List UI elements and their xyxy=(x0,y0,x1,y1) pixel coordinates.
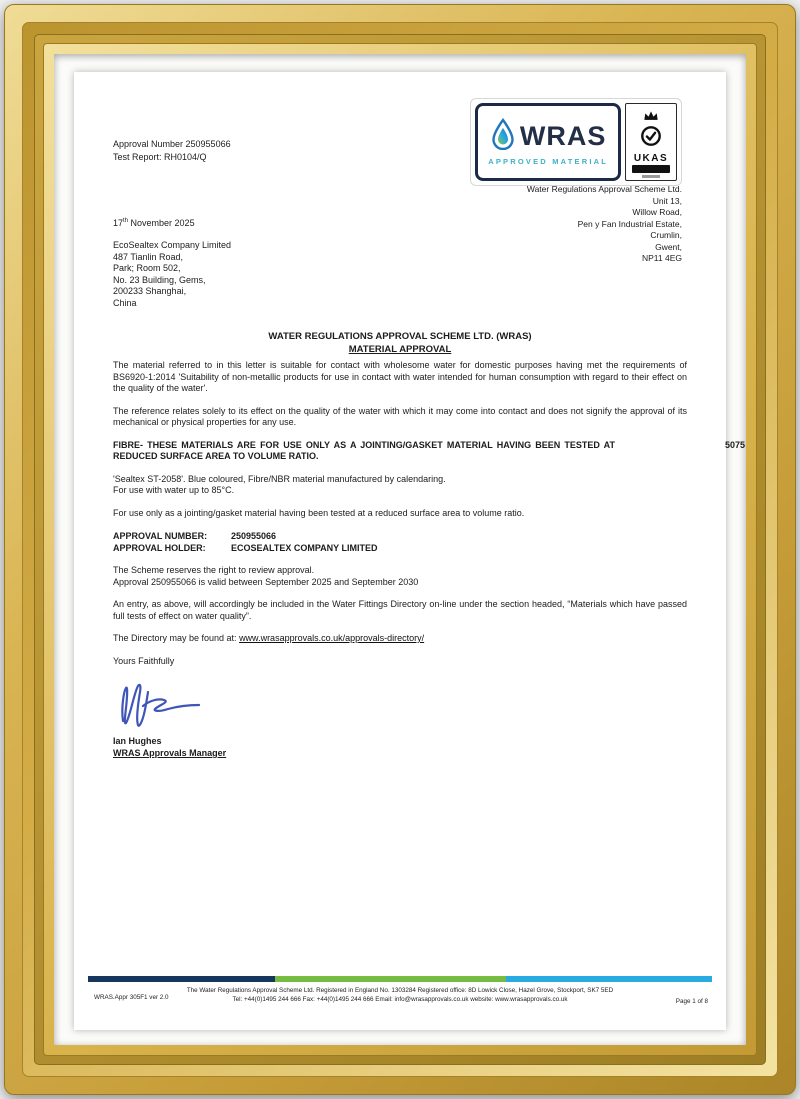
handwritten-signature xyxy=(113,675,687,733)
directory-link-line: The Directory may be found at: www.wrasapprovals.co.uk/approvals-directory/ xyxy=(113,633,425,643)
footer-bar-navy xyxy=(88,976,275,982)
product-description xyxy=(113,474,687,497)
letter-body xyxy=(113,360,745,759)
sender-address-line: Crumlin, xyxy=(650,230,682,240)
review-validity xyxy=(113,565,687,588)
approved-material-label: APPROVED MATERIAL xyxy=(488,156,608,166)
review-line-2: Approval 250955066 is valid between September 2025 and September 2030 xyxy=(113,576,419,587)
signatory-title: WRAS Approvals Manager xyxy=(113,748,227,758)
sender-address xyxy=(527,184,682,265)
footer-line-2: Tel: +44(0)1495 244 666 Fax: +44(0)1495 244 666 Email: info@wrasapprovals.co.uk website: www.wrasapprovals.co.uk xyxy=(232,996,568,1003)
sender-address-line: Willow Road, xyxy=(632,207,682,217)
ukas-wordmark: UKAS xyxy=(633,153,669,164)
water-drop-icon xyxy=(490,118,516,155)
recipient-address-line: No. 23 Building, Gems, xyxy=(113,274,206,285)
sender-address-line: Water Regulations Approval Scheme Ltd. xyxy=(526,184,682,194)
footer-doc-reference: WRAS.Appr 305F1 ver 2.0 xyxy=(94,994,169,1001)
check-circle-icon xyxy=(640,125,662,152)
use-restriction-line: For use only as a jointing/gasket material having been tested at a reduced surface area to volume ratio. xyxy=(113,507,525,518)
test-report-ref: Test Report: RH0104/Q xyxy=(113,152,207,162)
recipient-address-line: Park; Room 502, xyxy=(113,263,181,273)
recipient-address-line: China xyxy=(113,297,137,308)
closing-salutation: Yours Faithfully xyxy=(113,655,175,666)
logo-cluster xyxy=(470,98,682,186)
recipient-address xyxy=(113,240,231,309)
reference-block xyxy=(113,138,231,164)
directory-url-link[interactable]: www.wrasapprovals.co.uk/approvals-directory/ xyxy=(239,633,425,643)
approval-number-ref: Approval Number 250955066 xyxy=(113,139,231,149)
signatory-block xyxy=(113,735,687,759)
directory-entry-paragraph: An entry, as above, will accordingly be included in the Water Fittings Directory on-line under the section headed, “Materials which have passed full tests of effect on water quality”. xyxy=(113,599,687,621)
footer-line-1: The Water Regulations Approval Scheme Ltd. Registered in England No. 1303284 Registered office: 8D Lowick Close, Hazel Grove, Stockport, SK7 5ED xyxy=(186,987,614,994)
ukas-number-mark xyxy=(642,175,660,178)
approval-holder-value: ECOSEALTEX COMPANY LIMITED xyxy=(231,542,378,553)
approval-details xyxy=(113,531,687,554)
letter-date: 17th November 2025 xyxy=(113,218,195,228)
sender-address-line: NP11 4EG xyxy=(641,253,682,263)
sender-address-line: Pen y Fan Industrial Estate, xyxy=(577,218,682,229)
sender-address-line: Unit 13, xyxy=(652,195,682,206)
approval-number-value: 250955066 xyxy=(231,531,277,541)
paragraph-fibre-restriction: FIBRE- THESE MATERIALS ARE FOR USE ONLY AS A JOINTING/GASKET MATERIAL HAVING BEEN TESTED AT REDUCED SURFACE AREA TO VOLUME RATIO. 5075 xyxy=(113,439,745,461)
paragraph-material-suitability: The material referred to in this letter is suitable for contact with wholesome water for domestic purposes having met the requirements of BS6920-1:2014 'Suitability of non-metallic products for use in contact with water intended for human consumption with regard to their effect on the quality of the water'. xyxy=(113,360,687,393)
sender-address-line: Gwent, xyxy=(655,241,682,252)
wras-wordmark: WRAS xyxy=(519,120,607,151)
recipient-address-line: 487 Tianlin Road, xyxy=(113,251,184,262)
approval-number-row xyxy=(113,531,687,543)
ukas-accreditation-logo xyxy=(625,103,677,181)
wras-approved-material-logo xyxy=(475,103,621,181)
footer-page-number: Page 1 of 8 xyxy=(675,998,708,1005)
crown-icon xyxy=(642,107,660,125)
footer-company-info xyxy=(88,986,712,1004)
review-line-1: The Scheme reserves the right to review approval. xyxy=(113,565,315,575)
title-line-2: MATERIAL APPROVAL xyxy=(348,344,452,355)
footer-bar-blue xyxy=(506,976,712,982)
section-number: 5075 xyxy=(724,439,745,450)
approval-number-label: APPROVAL NUMBER: xyxy=(113,531,208,541)
letter-title xyxy=(74,330,726,356)
letter-footer xyxy=(88,976,712,1004)
footer-bar-green xyxy=(275,976,506,982)
signatory-name: Ian Hughes xyxy=(113,736,162,746)
footer-color-bar xyxy=(88,976,712,982)
ukas-certification-bar xyxy=(632,165,670,173)
recipient-address-line: 200233 Shanghai, xyxy=(113,286,187,296)
title-line-1: WATER REGULATIONS APPROVAL SCHEME LTD. (WRAS) xyxy=(268,331,532,342)
product-line-2: For use with water up to 85°C. xyxy=(113,485,235,495)
approval-holder-label: APPROVAL HOLDER: xyxy=(113,542,206,553)
letter-page xyxy=(74,72,745,1030)
product-line-1: 'Sealtex ST-2058'. Blue coloured, Fibre/NBR material manufactured by calendaring. xyxy=(113,473,446,484)
approval-holder-row xyxy=(113,543,687,555)
recipient-address-line: EcoSealtex Company Limited xyxy=(113,240,232,250)
paragraph-reference-scope: The reference relates solely to its effect on the quality of the water with which it may come into contact and does not signify the approval of its mechanical or physical properties for any use. xyxy=(113,405,687,427)
